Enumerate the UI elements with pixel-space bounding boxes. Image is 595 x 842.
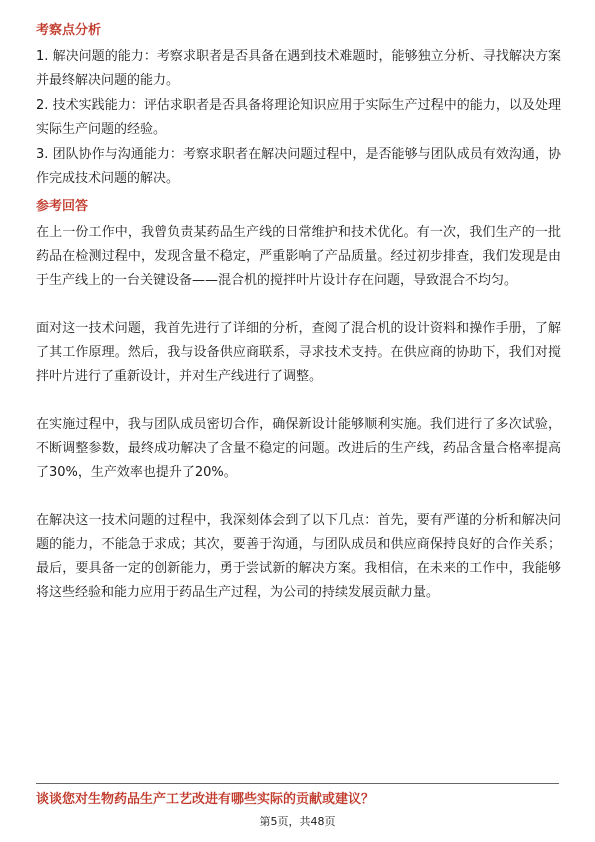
analysis-item: 1. 解决问题的能力：考察求职者是否具备在遇到技术难题时，能够独立分析、寻找解决方案并最终解决问题的能力。 (36, 49, 561, 88)
answer-paragraph: 在上一份工作中，我曾负责某药品生产线的日常维护和技术优化。有一次，我们生产的一批药品在检测过程中，发现含量不稳定，严重影响了产品质量。经过初步排查，我们发现是由于生产线上的一台关键设备——混合机的搅拌叶片设计存在问题，导致混合不均匀。 (36, 225, 561, 288)
analysis-heading: 考察点分析 (36, 23, 102, 38)
answer-paragraph: 面对这一技术问题，我首先进行了详细的分析，查阅了混合机的设计资料和操作手册，了解了其工作原理。然后，我与设备供应商联系，寻求技术支持。在供应商的协助下，我们对搅拌叶片进行了重新设计，并对生产线进行了调整。 (36, 321, 561, 384)
document-body (36, 22, 561, 629)
next-question-heading: 谈谈您对生物药品生产工艺改进有哪些实际的贡献或建议？ (36, 792, 375, 807)
answer-heading: 参考回答 (36, 199, 89, 214)
analysis-item: 2. 技术实践能力：评估求职者是否具备将理论知识应用于实际生产过程中的能力，以及处理实际生产问题的经验。 (36, 98, 561, 137)
answer-paragraph: 在解决这一技术问题的过程中，我深刻体会到了以下几点：首先，要有严谨的分析和解决问题的能力，不能急于求成；其次，要善于沟通，与团队成员和供应商保持良好的合作关系；最后，要具备一定的创新能力，勇于尝试新的解决方案。我相信，在未来的工作中，我能够将这些经验和能力应用于药品生产过程，为公司的持续发展贡献力量。 (36, 513, 561, 600)
analysis-item: 3. 团队协作与沟通能力：考察求职者在解决问题过程中，是否能够与团队成员有效沟通，协作完成技术问题的解决。 (36, 147, 561, 186)
divider-line (36, 783, 559, 784)
page-footer: 第5页，共48页 (259, 815, 336, 828)
answer-paragraph: 在实施过程中，我与团队成员密切合作，确保新设计能够顺利实施。我们进行了多次试验，不断调整参数，最终成功解决了含量不稳定的问题。改进后的生产线，药品含量合格率提高了30%，生产效率也提升了20%。 (36, 417, 561, 480)
